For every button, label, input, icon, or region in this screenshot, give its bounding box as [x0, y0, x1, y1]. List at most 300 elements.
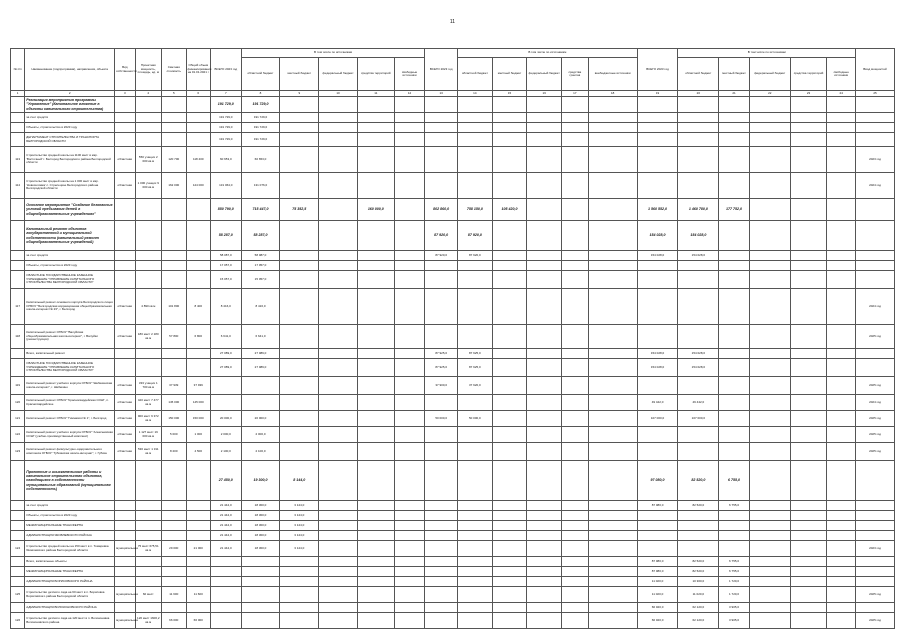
table-cell [11, 133, 25, 147]
table-cell [527, 377, 562, 395]
table-cell: 2 000,0 [241, 427, 280, 443]
table-cell [856, 199, 895, 221]
row-name-cell: за счет средств [25, 501, 115, 511]
table-cell: 2025 год [856, 411, 895, 427]
table-cell: 120 мест 1600,2 кв.м [135, 613, 162, 629]
table-cell [749, 577, 790, 587]
table-cell [280, 613, 319, 629]
table-cell [319, 587, 358, 603]
table-cell [492, 261, 527, 271]
table-cell [492, 577, 527, 587]
table-cell [357, 221, 394, 251]
table-cell [492, 113, 527, 123]
table-cell: 27 089,0 [241, 349, 280, 359]
table-cell: 758 150,0 [458, 199, 493, 221]
table-cell: 150 000 [186, 411, 210, 427]
table-cell [458, 613, 493, 629]
table-cell [319, 377, 358, 395]
col-territory-3: средства территорий [790, 58, 827, 91]
table-cell [280, 577, 319, 587]
table-cell: 87 925,0 [425, 349, 458, 359]
table-cell [678, 271, 719, 289]
table-cell [749, 325, 790, 349]
table-cell [280, 427, 319, 443]
table-cell: 118 400 [186, 147, 210, 173]
table-cell [719, 531, 750, 541]
table-cell [241, 557, 280, 567]
table-cell [425, 325, 458, 349]
table-row [11, 567, 895, 577]
table-cell: 11 020,0 [637, 587, 678, 603]
table-cell [749, 567, 790, 577]
table-cell [562, 173, 589, 199]
table-cell [394, 349, 425, 359]
table-cell [11, 511, 25, 521]
table-cell [319, 395, 358, 411]
table-cell [425, 113, 458, 123]
table-cell [562, 521, 589, 531]
table-cell [749, 511, 790, 521]
table-cell [357, 133, 394, 147]
table-cell [562, 261, 589, 271]
table-cell: 123 [11, 443, 25, 461]
table-cell [678, 289, 719, 325]
table-cell [527, 567, 562, 577]
table-cell [135, 501, 162, 511]
table-cell [492, 531, 527, 541]
table-cell: 150 000 [162, 411, 186, 427]
col-nonbudget-2: внебюджетные источники [588, 58, 637, 91]
column-index: 1 [11, 91, 25, 97]
table-cell [678, 531, 719, 541]
col-federal-3: федеральный бюджет [749, 58, 790, 91]
table-cell [527, 557, 562, 567]
table-cell [135, 97, 162, 113]
table-cell: 18 300,0 [241, 531, 280, 541]
table-cell [458, 325, 493, 349]
table-cell [749, 261, 790, 271]
table-cell [790, 521, 827, 531]
table-cell [492, 123, 527, 133]
table-cell [162, 557, 186, 567]
table-cell [186, 221, 210, 251]
table-cell [394, 221, 425, 251]
table-row [11, 577, 895, 587]
table-cell: 87 925,0 [458, 359, 493, 377]
table-cell [425, 97, 458, 113]
table-cell [357, 147, 394, 173]
table-cell [492, 289, 527, 325]
table-cell: 2 100,0 [241, 443, 280, 461]
table-cell [562, 271, 589, 289]
row-name-cell: Объекты, строительство в 2023 году [25, 123, 115, 133]
table-cell [790, 411, 827, 427]
table-cell [492, 395, 527, 411]
column-index: 15 [492, 91, 527, 97]
table-cell: 124 [11, 541, 25, 557]
table-cell [280, 567, 319, 577]
table-cell [527, 531, 562, 541]
col-local-2: местный бюджет [492, 58, 527, 91]
table-cell [790, 97, 827, 113]
table-cell [719, 147, 750, 173]
table-cell: 6 755,0 [719, 461, 750, 501]
table-cell: 75 мест 675,51 кв.м [135, 541, 162, 557]
table-cell: 11 600 [186, 587, 210, 603]
table-row [11, 97, 895, 113]
table-cell [749, 613, 790, 629]
row-name-cell: Строительство детского сада на 60 мест в п. Борисовка Борисовского района Белгородской области [25, 587, 115, 603]
table-cell [856, 133, 895, 147]
row-name-cell: Строительство средней школы на 1 000 мест в мкр. 'Новоселовка' с. Стрелецкое Белгородского района Белгородской области [25, 173, 115, 199]
table-cell: 191 729,0 [241, 97, 280, 113]
table-cell [280, 325, 319, 349]
table-cell [749, 587, 790, 603]
table-cell [394, 521, 425, 531]
table-cell: 62 120,0 [678, 603, 719, 613]
table-cell: 21 444,0 [211, 501, 242, 511]
column-index: 23 [790, 91, 827, 97]
table-cell [425, 511, 458, 521]
table-cell: 62 120,0 [678, 613, 719, 629]
table-cell: 17 057,0 [211, 261, 242, 271]
table-cell: 3 144,0 [280, 501, 319, 511]
table-cell [588, 199, 637, 221]
table-cell: 60 653,0 [211, 147, 242, 173]
table-row [11, 147, 895, 173]
table-cell [357, 521, 394, 531]
table-cell [790, 511, 827, 521]
table-cell [280, 359, 319, 377]
row-name-cell: АДМИНИСТРАЦИЯ ЯКОВЛЕВСКОГО РАЙОНА [25, 531, 115, 541]
table-cell [11, 251, 25, 261]
table-cell [527, 395, 562, 411]
table-cell [135, 531, 162, 541]
col-local-3: местный бюджет [719, 58, 750, 91]
table-cell: 107 000,0 [637, 411, 678, 427]
table-cell [186, 577, 210, 587]
table-cell [492, 251, 527, 261]
table-cell: 5 000 [162, 427, 186, 443]
table-row [11, 289, 895, 325]
table-cell [527, 443, 562, 461]
table-cell [588, 173, 637, 199]
table-row [11, 557, 895, 567]
table-cell [827, 113, 856, 123]
table-cell [719, 133, 750, 147]
table-cell: 58 087,0 [211, 251, 242, 261]
table-cell: 87 925,0 [458, 349, 493, 359]
col-total-3: ВСЕГО 2023 год [637, 49, 678, 91]
table-cell [11, 97, 25, 113]
table-cell: 1 460 780,0 [678, 199, 719, 221]
table-cell [790, 395, 827, 411]
table-cell [319, 411, 358, 427]
table-cell: 21 444,0 [211, 521, 242, 531]
table-cell [357, 427, 394, 443]
table-cell [827, 531, 856, 541]
table-cell [394, 613, 425, 629]
group-sources-2: В том числе по источникам [458, 49, 638, 58]
table-cell [115, 521, 135, 531]
table-cell [394, 97, 425, 113]
table-cell [357, 377, 394, 395]
table-cell [527, 123, 562, 133]
table-row [11, 325, 895, 349]
table-cell: 1 000 учащих 9 000 кв.м [135, 173, 162, 199]
table-cell: 900 мест 9 372 кв.м [135, 411, 162, 427]
table-cell: 4 890 кв.м [135, 289, 162, 325]
table-cell: 17 057,0 [241, 261, 280, 271]
column-index: 2 [25, 91, 115, 97]
table-cell: 6 755,0 [719, 557, 750, 567]
table-cell [394, 427, 425, 443]
table-cell [319, 113, 358, 123]
table-cell [790, 261, 827, 271]
table-cell [856, 557, 895, 567]
table-cell [492, 133, 527, 147]
row-name-cell: Капитальный ремонт основного корпуса Белгородского лицея ОГБОУ "Белгородская коррекционная общеобразовательная школа-интернат № 23", г. Белгород [25, 289, 115, 325]
table-cell [527, 613, 562, 629]
table-cell [562, 541, 589, 557]
table-cell [588, 113, 637, 123]
table-cell [527, 173, 562, 199]
table-cell [115, 603, 135, 613]
table-cell: 162 000 [162, 173, 186, 199]
table-cell [527, 199, 562, 221]
table-cell [186, 199, 210, 221]
table-header [11, 49, 895, 97]
table-cell [162, 97, 186, 113]
table-cell [678, 147, 719, 173]
table-cell [637, 377, 678, 395]
table-cell [719, 289, 750, 325]
table-cell [719, 221, 750, 251]
table-cell [135, 603, 162, 613]
table-cell [827, 427, 856, 443]
table-cell [562, 133, 589, 147]
table-cell [562, 147, 589, 173]
table-cell [425, 271, 458, 289]
table-cell [637, 173, 678, 199]
column-index: 10 [319, 91, 358, 97]
table-cell [719, 271, 750, 289]
table-row [11, 173, 895, 199]
table-cell [749, 411, 790, 427]
table-cell [394, 147, 425, 173]
table-cell [425, 173, 458, 199]
table-cell: 66 020,0 [637, 613, 678, 629]
table-cell: 2024 год [856, 395, 895, 411]
table-cell [241, 377, 280, 395]
table-cell: 58 287,0 [241, 221, 280, 251]
table-cell [527, 147, 562, 173]
table-cell [827, 271, 856, 289]
col-regional-3: областной бюджет [678, 58, 719, 91]
table-cell: 117 [11, 289, 25, 325]
table-cell: 21 000 [186, 541, 210, 557]
table-cell [280, 261, 319, 271]
table-row [11, 133, 895, 147]
table-cell [186, 123, 210, 133]
table-cell [135, 349, 162, 359]
table-cell: 1 720,0 [719, 587, 750, 603]
table-cell [678, 133, 719, 147]
table-cell [588, 587, 637, 603]
table-cell [527, 541, 562, 557]
table-cell [719, 395, 750, 411]
table-cell [186, 261, 210, 271]
table-cell: 87 920,0 [458, 251, 493, 261]
table-cell: областная [115, 411, 135, 427]
table-cell [11, 349, 25, 359]
table-cell: 154 028,0 [678, 221, 719, 251]
table-cell [115, 557, 135, 567]
table-cell [425, 395, 458, 411]
table-cell: 87 920,0 [425, 221, 458, 251]
table-cell: 8 144,0 [280, 461, 319, 501]
column-index: 3 [115, 91, 135, 97]
table-cell [790, 123, 827, 133]
column-index: 4 [135, 91, 162, 97]
table-cell [749, 603, 790, 613]
table-cell [211, 377, 242, 395]
table-cell [162, 199, 186, 221]
column-index: 9 [280, 91, 319, 97]
table-cell [394, 113, 425, 123]
table-cell: 8 416,0 [211, 289, 242, 325]
table-cell [492, 521, 527, 531]
table-cell [588, 251, 637, 261]
col-type: Вид собственности [115, 49, 135, 91]
table-cell: 50 000,0 [458, 411, 493, 427]
table-row [11, 501, 895, 511]
table-cell [719, 349, 750, 359]
column-index: 11 [357, 91, 394, 97]
row-name-cell: Капитальный ремонт объектов государственной и муниципальной собственности (капитальный ремонт общеобразовательных учреждений) [25, 221, 115, 251]
table-cell [241, 613, 280, 629]
row-name-cell: Всего, капитальные объекты [25, 557, 115, 567]
table-cell: 113 [11, 147, 25, 173]
table-cell: 101 800 [162, 289, 186, 325]
table-cell [394, 199, 425, 221]
table-cell [562, 377, 589, 395]
table-cell [394, 567, 425, 577]
table-cell [186, 603, 210, 613]
table-cell: 177 752,0 [719, 199, 750, 221]
table-cell [492, 377, 527, 395]
table-cell [357, 577, 394, 587]
table-cell [357, 261, 394, 271]
row-name-cell: Объекты, строительство в 2023 году [25, 261, 115, 271]
table-cell [527, 587, 562, 603]
table-cell [211, 557, 242, 567]
col-total-1: ВСЕГО 2023 год [211, 49, 242, 91]
table-cell [280, 221, 319, 251]
table-cell [678, 521, 719, 531]
table-cell [357, 567, 394, 577]
table-cell: 850 790,0 [211, 199, 242, 221]
group-sources-1: В том числе по источникам [241, 49, 425, 58]
table-cell [280, 113, 319, 123]
table-cell [562, 603, 589, 613]
table-cell [115, 567, 135, 577]
table-cell [562, 395, 589, 411]
table-row [11, 427, 895, 443]
table-cell [135, 521, 162, 531]
row-name-cell: АДМИНИСТРАЦИЯ БОРИСОВСКОГО РАЙОНА [25, 577, 115, 587]
table-cell [790, 251, 827, 261]
table-cell [458, 395, 493, 411]
table-row [11, 221, 895, 251]
column-index: 22 [749, 91, 790, 97]
table-cell [588, 411, 637, 427]
table-cell [394, 395, 425, 411]
table-cell: 3 905,0 [719, 613, 750, 629]
table-cell [588, 271, 637, 289]
table-cell: 2025 год [856, 443, 895, 461]
table-cell: 154 028,0 [637, 251, 678, 261]
table-cell: 15 057,0 [211, 271, 242, 289]
table-cell [357, 613, 394, 629]
table-cell [115, 531, 135, 541]
table-cell [827, 501, 856, 511]
table-cell: 11 600 [162, 587, 186, 603]
table-cell [790, 577, 827, 587]
table-cell: 49 442,0 [637, 395, 678, 411]
table-cell [856, 261, 895, 271]
table-cell [319, 541, 358, 557]
table-cell [678, 97, 719, 113]
table-cell [394, 261, 425, 271]
table-cell [749, 557, 790, 567]
table-cell [827, 541, 856, 557]
table-cell [562, 221, 589, 251]
table-cell [280, 147, 319, 173]
table-cell [562, 577, 589, 587]
table-cell [394, 531, 425, 541]
table-cell [394, 325, 425, 349]
table-cell [186, 521, 210, 531]
table-cell [637, 511, 678, 521]
table-cell [186, 557, 210, 567]
table-row [11, 271, 895, 289]
table-cell: 121 [11, 411, 25, 427]
row-name-cell: АДМИНИСТРАЦИЯ ВОЛОКОНОВСКОГО РАЙОНА [25, 603, 115, 613]
table-cell [492, 443, 527, 461]
column-index: 19 [637, 91, 678, 97]
table-cell [588, 97, 637, 113]
table-cell [749, 147, 790, 173]
table-cell [719, 173, 750, 199]
table-cell [856, 603, 895, 613]
table-cell: 160 000,0 [357, 199, 394, 221]
table-cell [527, 251, 562, 261]
table-cell [749, 173, 790, 199]
table-cell [749, 461, 790, 501]
table-row [11, 251, 895, 261]
table-cell [135, 113, 162, 123]
table-cell [211, 395, 242, 411]
table-cell [458, 289, 493, 325]
table-cell [394, 511, 425, 521]
table-cell [11, 501, 25, 511]
table-cell [562, 349, 589, 359]
table-cell [749, 349, 790, 359]
table-cell [162, 261, 186, 271]
table-cell: 19 300,0 [241, 461, 280, 501]
table-cell [527, 359, 562, 377]
